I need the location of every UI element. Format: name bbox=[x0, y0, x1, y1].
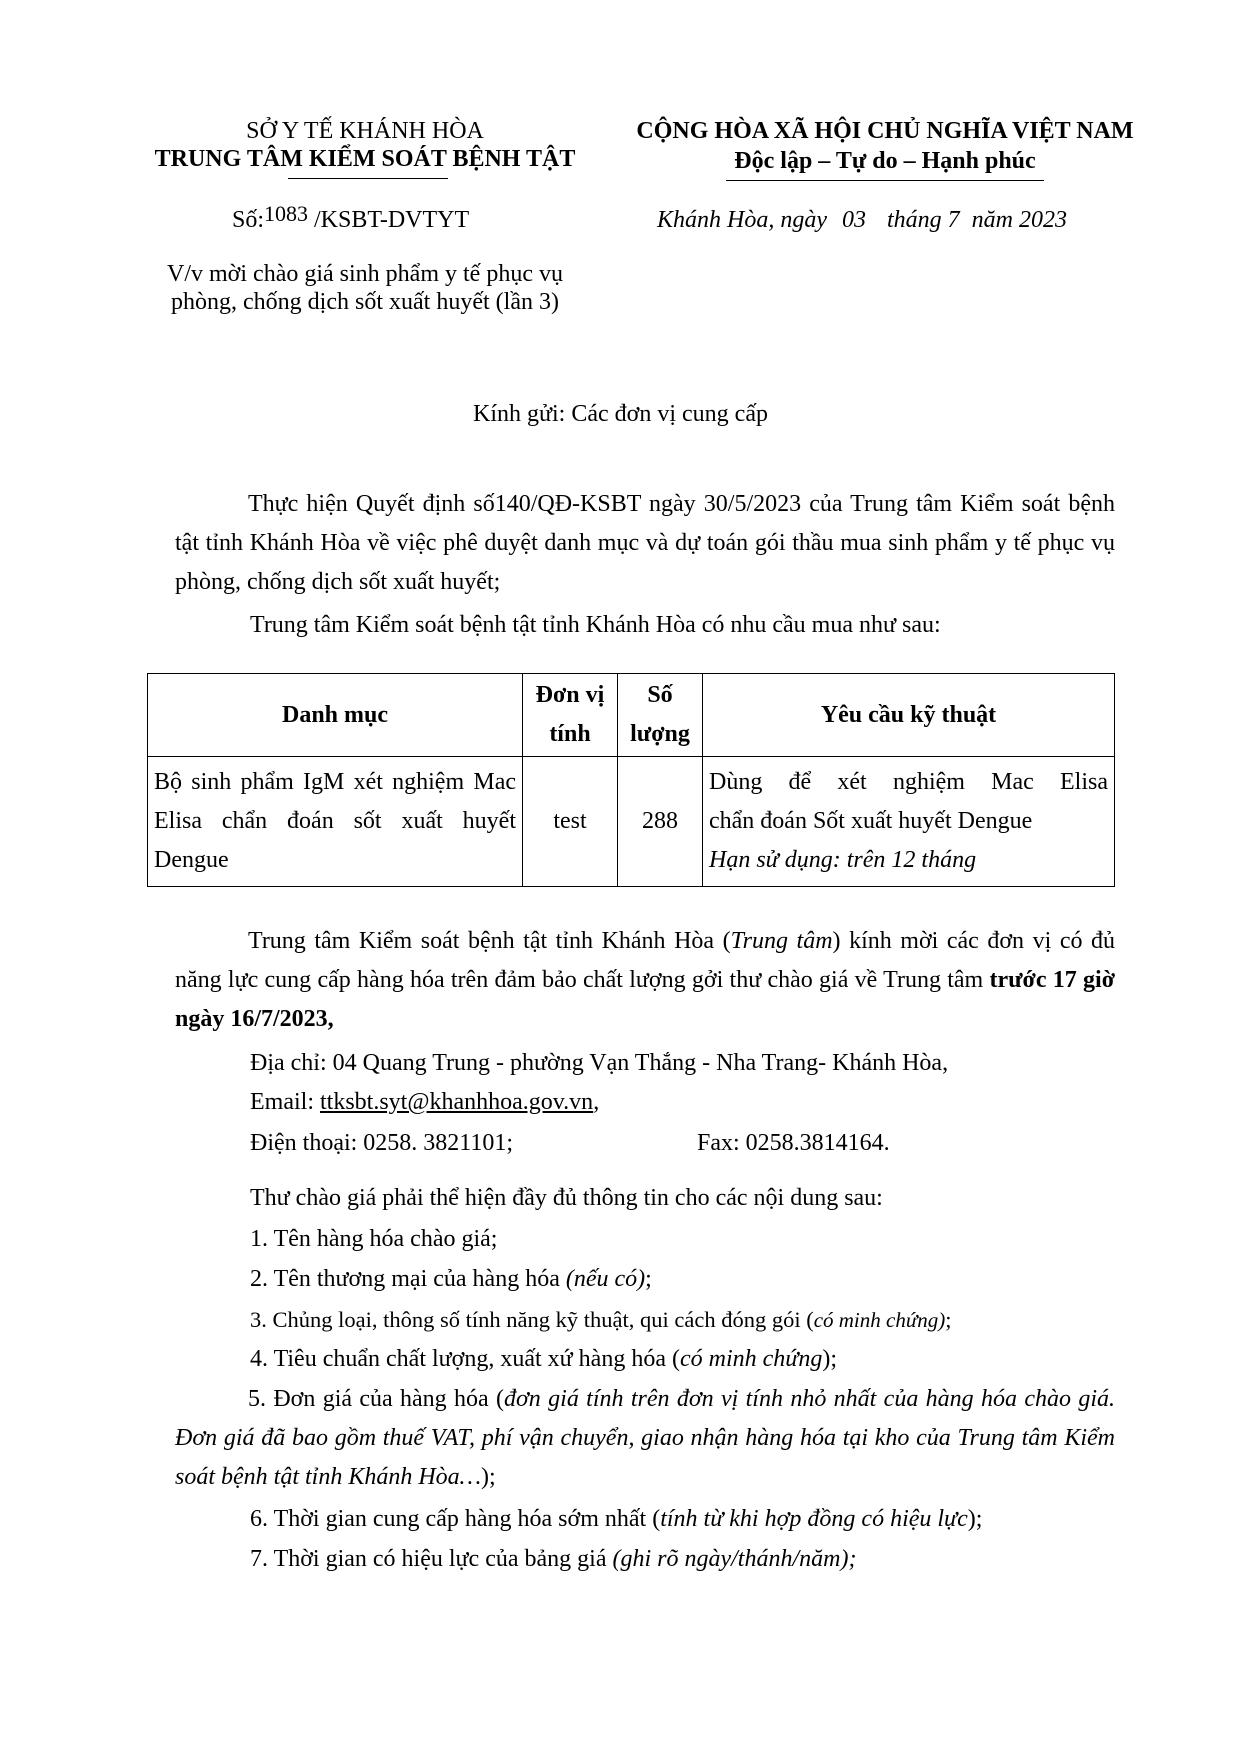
requirement-item-5 bbox=[175, 1380, 1115, 1497]
item2-tail: ; bbox=[645, 1266, 652, 1292]
date-year: năm 2023 bbox=[971, 207, 1068, 233]
place-date bbox=[657, 207, 1067, 234]
item3-italic: có minh chứng) bbox=[813, 1308, 946, 1332]
item4-tail: ); bbox=[822, 1346, 838, 1372]
date-month: tháng 7 bbox=[887, 207, 960, 233]
item2-text: 2. Tên thương mại của hàng hóa bbox=[250, 1266, 566, 1292]
row-unit: test bbox=[523, 757, 618, 887]
requirement-item-3 bbox=[250, 1300, 952, 1340]
nation-title: CỘNG HÒA XÃ HỘI CHỦ NGHĨA VIỆT NAM bbox=[636, 118, 1134, 144]
email-link[interactable]: ttksbt.syt@khanhhoa.gov.vn bbox=[319, 1089, 594, 1115]
national-motto: Độc lập – Tự do – Hạnh phúc bbox=[734, 148, 1036, 174]
header-right-underline bbox=[726, 180, 1044, 181]
email-tail: , bbox=[593, 1089, 600, 1115]
subject-line-2: phòng, chống dịch sốt xuất huyết (lần 3) bbox=[171, 289, 559, 315]
item7-italic: (ghi rõ ngày/thánh/năm); bbox=[612, 1546, 857, 1572]
header-unit bbox=[523, 674, 618, 757]
table-row bbox=[148, 757, 1115, 887]
invitation-deadline: trước 17 giờ ngày 16/7/2023, bbox=[175, 967, 1115, 1032]
item6-tail: ); bbox=[967, 1506, 983, 1532]
contact-fax: Fax: 0258.3814164. bbox=[697, 1130, 890, 1156]
item3-text: 3. Chủng loại, thông số tính năng kỹ thuật, qui cách đóng gói ( bbox=[250, 1307, 814, 1332]
row-quantity: 288 bbox=[618, 757, 703, 887]
center-name: TRUNG TÂM KIỂM SOÁT BỆNH TẬT bbox=[154, 146, 576, 172]
row-requirement-line1: Dùng để xét nghiệm Mac Elisa bbox=[709, 769, 1108, 795]
invitation-part2: ) kính mời các đơn vị có đủ năng lực cung cấp hàng hóa trên đảm bảo chất lượng gởi thư chào giá về Trung tâm bbox=[175, 928, 1116, 993]
table-header-row bbox=[148, 674, 1115, 757]
recipient-line: Kính gửi: Các đơn vị cung cấp bbox=[473, 401, 768, 427]
header-left-underline bbox=[288, 178, 448, 179]
item2-italic: (nếu có) bbox=[565, 1266, 646, 1292]
requirement-item-6 bbox=[250, 1500, 982, 1539]
item4-text: 4. Tiêu chuẩn chất lượng, xuất xứ hàng hóa ( bbox=[250, 1346, 680, 1372]
purchase-table bbox=[147, 673, 1115, 887]
row-category: Bộ sinh phẩm IgM xét nghiệm Mac Elisa chẩn đoán sốt xuất huyết Dengue bbox=[148, 757, 523, 887]
date-prefix: Khánh Hòa, ngày bbox=[657, 207, 827, 233]
item3-tail: ; bbox=[945, 1307, 952, 1332]
header-quantity bbox=[618, 674, 703, 757]
intro-paragraph-2: Trung tâm Kiểm soát bệnh tật tỉnh Khánh Hòa có nhu cầu mua như sau: bbox=[250, 612, 941, 638]
document-number-suffix: /KSBT-DVTYT bbox=[314, 207, 470, 233]
document-number-value: 1083 bbox=[264, 201, 309, 226]
requirement-item-7 bbox=[250, 1540, 856, 1579]
header-requirement: Yêu cầu kỹ thuật bbox=[703, 674, 1115, 757]
intro-paragraph-1 bbox=[175, 485, 1115, 602]
intro-text-1: Thực hiện Quyết định số140/QĐ-KSBT ngày 30/5/2023 của Trung tâm Kiểm soát bệnh tật tỉnh Khánh Hòa về việc phê duyệt danh mục và dự toán gói thầu mua sinh phẩm y tế phục vụ phòng, chống dịch sốt xuất huyết; bbox=[175, 491, 1115, 595]
header-quantity-line2: lượng bbox=[630, 721, 690, 747]
header-quantity-line1: Số bbox=[647, 682, 673, 708]
invitation-italic: Trung tâm bbox=[730, 928, 833, 954]
invitation-paragraph bbox=[175, 922, 1115, 1039]
requirement-item-2 bbox=[250, 1260, 652, 1299]
row-requirement-line3: Hạn sử dụng: trên 12 tháng bbox=[709, 847, 977, 873]
row-requirement-line2: chẩn đoán Sốt xuất huyết Dengue bbox=[709, 808, 1033, 834]
email-label: Email: bbox=[250, 1089, 320, 1115]
department-name: SỞ Y TẾ KHÁNH HÒA bbox=[246, 118, 484, 144]
item6-text: 6. Thời gian cung cấp hàng hóa sớm nhất ( bbox=[250, 1506, 661, 1532]
requirement-item-4 bbox=[250, 1340, 837, 1379]
header-unit-line2: tính bbox=[549, 721, 591, 747]
contact-phone: Điện thoại: 0258. 3821101; bbox=[250, 1130, 514, 1156]
contact-email-line bbox=[250, 1083, 599, 1122]
item4-italic: có minh chứng bbox=[679, 1346, 823, 1372]
item7-text: 7. Thời gian có hiệu lực của bảng giá bbox=[250, 1546, 613, 1572]
contact-address: Địa chỉ: 04 Quang Trung - phường Vạn Thắng - Nha Trang- Khánh Hòa, bbox=[250, 1050, 949, 1076]
row-requirement bbox=[703, 757, 1115, 887]
invitation-part1: Trung tâm Kiểm soát bệnh tật tỉnh Khánh Hòa ( bbox=[248, 928, 731, 954]
requirements-lead: Thư chào giá phải thể hiện đầy đủ thông tin cho các nội dung sau: bbox=[250, 1185, 883, 1211]
subject-line-1: V/v mời chào giá sinh phẩm y tế phục vụ bbox=[167, 261, 563, 287]
document-number bbox=[232, 201, 470, 234]
item5-italic: đơn giá tính trên đơn vị tính nhỏ nhất của hàng hóa chào giá. Đơn giá đã bao gồm thuế VAT, phí vận chuyển, giao nhận hàng hóa tại kho của Trung tâm Kiểm soát bệnh tật tỉnh Khánh Hòa… bbox=[175, 1386, 1116, 1490]
header-category: Danh mục bbox=[148, 674, 523, 757]
document-number-prefix: Số: bbox=[232, 207, 265, 233]
item5-tail: ); bbox=[481, 1464, 496, 1490]
requirement-item-1: 1. Tên hàng hóa chào giá; bbox=[250, 1226, 498, 1252]
item5-text: 5. Đơn giá của hàng hóa ( bbox=[248, 1386, 504, 1412]
item6-italic: tính từ khi hợp đồng có hiệu lực bbox=[660, 1506, 968, 1532]
date-day: 03 bbox=[842, 207, 866, 233]
header-unit-line1: Đơn vị bbox=[535, 682, 605, 708]
